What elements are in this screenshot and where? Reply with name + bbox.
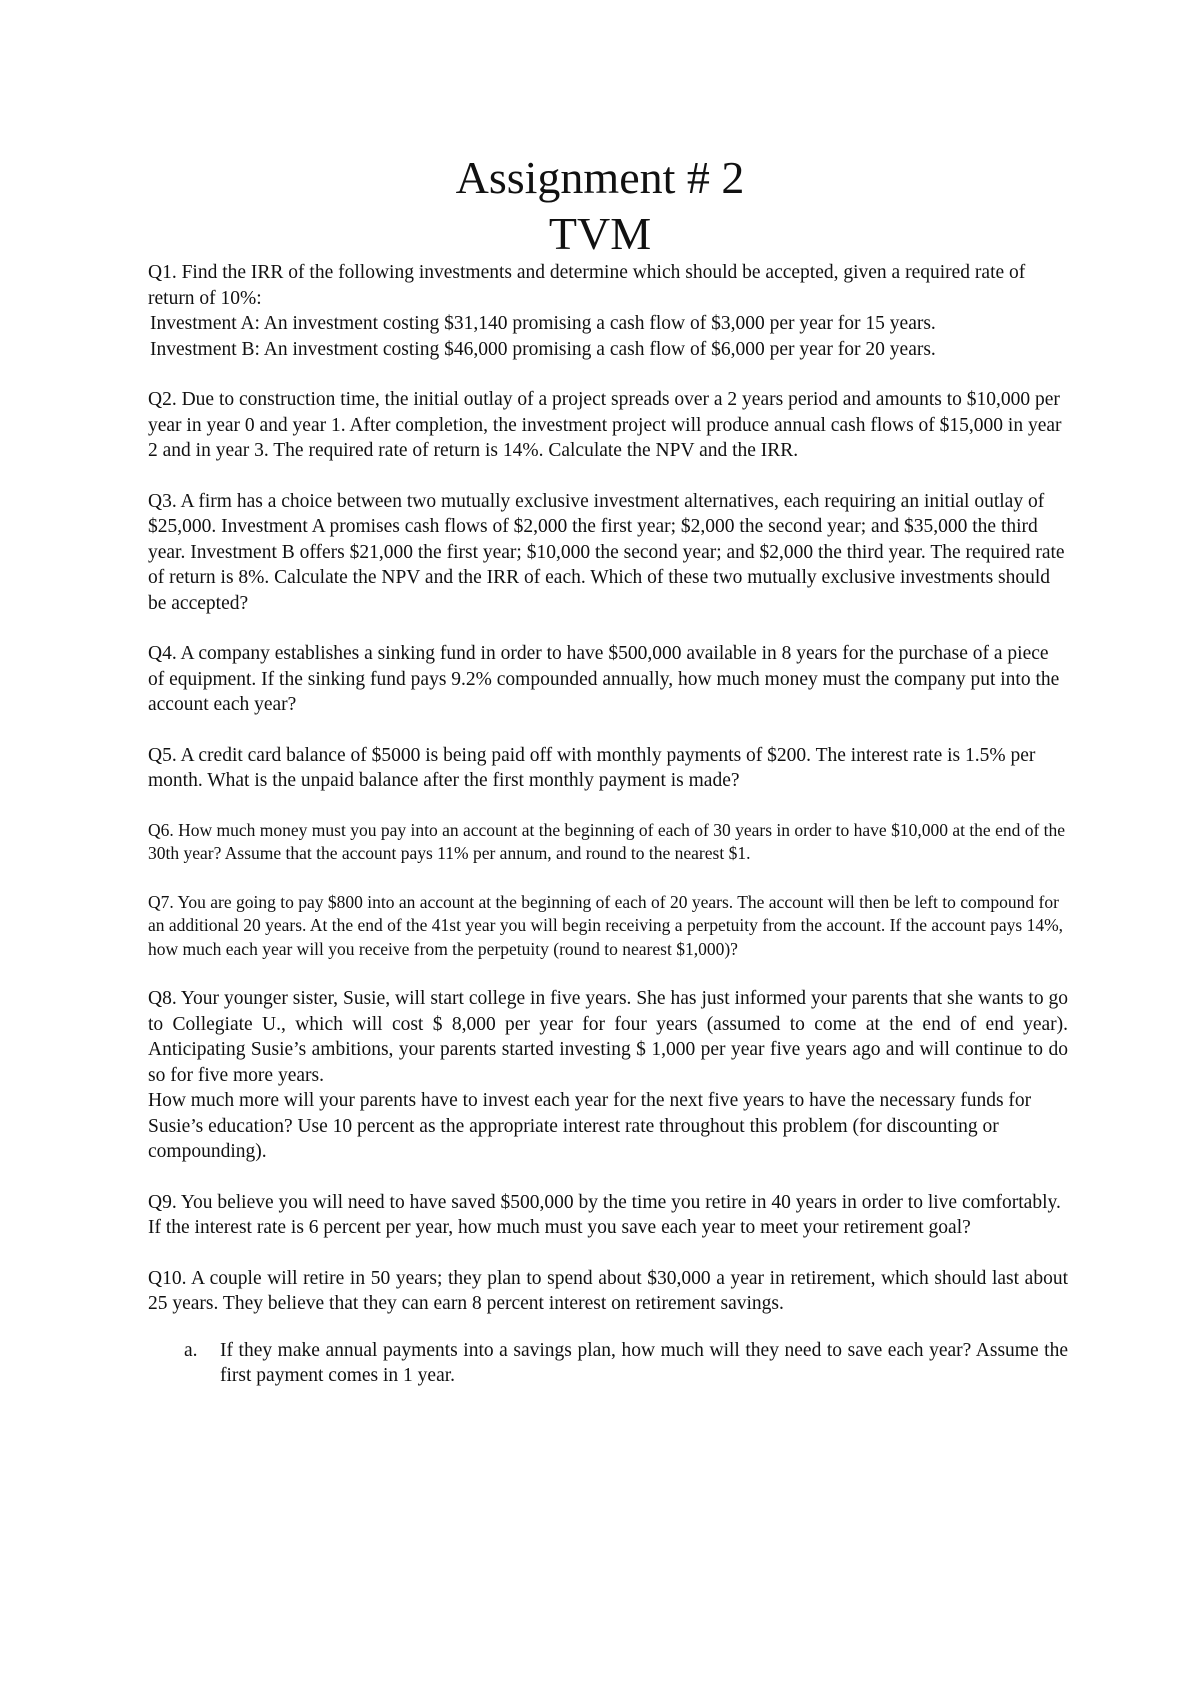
question-3: Q3. A firm has a choice between two mutually exclusive investment alternatives, each requiring an initial outlay of $25,000. Investment A promises cash flows of $2,000 the first year; $2,000 the second year; and $35,000 the third year. Investment B offers $21,000 the first year; $10,000 the second year; and $2,000 the third year. The required rate of return is 8%. Calculate the NPV and the IRR of each. Which of these two mutually exclusive investments should be accepted? — [148, 490, 1065, 614]
question-10-text: Q10. A couple will retire in 50 years; they plan to spend about $30,000 a year in retirement, which should last about 25 years. They believe that they can earn 8 percent interest on retirement savings. — [148, 1267, 1068, 1314]
question-8-paragraph-2: How much more will your parents have to invest each year for the next five years to have the necessary funds for Susie’s education? Use 10 percent as the appropriate interest rate throughout this problem (for discounting or compounding). — [148, 1090, 1032, 1162]
question-5: Q5. A credit card balance of $5000 is being paid off with monthly payments of $200. The interest rate is 1.5% per month. What is the unpaid balance after the first monthly payment is made? — [148, 744, 1036, 791]
question-10-list — [148, 1338, 1068, 1389]
question-10-item-a — [148, 1338, 1068, 1389]
question-8 — [148, 986, 1068, 1165]
questions-body — [148, 260, 1068, 1389]
page-subtitle: TVM — [548, 208, 652, 259]
question-1-investment-a: Investment A: An investment costing $31,140 promising a cash flow of $3,000 per year for 15 years. — [150, 313, 936, 334]
question-10 — [148, 1266, 1068, 1389]
question-8-paragraph-1: Q8. Your younger sister, Susie, will start college in five years. She has just informed your parents that she wants to go to Collegiate U., which will cost $ 8,000 per year for four years (assumed to come at the end of end year). Anticipating Susie’s ambitions, your parents started investing $ 1,000 per year five years ago and will continue to do so for five more years. — [148, 988, 1068, 1086]
question-1 — [148, 260, 1068, 362]
page-title: Assignment # 2 — [455, 152, 745, 203]
question-1-investment-b: Investment B: An investment costing $46,000 promising a cash flow of $6,000 per year for 20 years. — [150, 338, 936, 360]
question-9: Q9. You believe you will need to have saved $500,000 by the time you retire in 40 years in order to live comfortably. If the interest rate is 6 percent per year, how much must you save each year to meet your retirement goal? — [148, 1191, 1061, 1238]
question-2: Q2. Due to construction time, the initial outlay of a project spreads over a 2 years period and amounts to $10,000 per year in year 0 and year 1. After completion, the investment project will produce annual cash flows of $15,000 in year 2 and in year 3. The required rate of return is 14%. Calculate the NPV and the IRR. — [148, 389, 1062, 461]
question-4: Q4. A company establishes a sinking fund in order to have $500,000 available in 8 years for the purchase of a piece of equipment. If the sinking fund pays 9.2% compounded annually, how much money must the company put into the account each year? — [148, 643, 1060, 715]
question-10-item-a-text: If they make annual payments into a savings plan, how much will they need to save each year? Assume the first payment comes in 1 year. — [220, 1339, 1068, 1386]
question-6: Q6. How much money must you pay into an account at the beginning of each of 30 years in order to have $10,000 at the end of the 30th year? Assume that the account pays 11% per annum, and round to the nearest $1. — [148, 819, 1066, 863]
question-7: Q7. You are going to pay $800 into an account at the beginning of each of 20 years. The account will then be left to compound for an additional 20 years. At the end of the 41st year you will begin receiving a perpetuity from the account. If the account pays 14%, how much each year will you receive from the perpetuity (round to nearest $1,000)? — [148, 891, 1064, 959]
question-1-text: Q1. Find the IRR of the following investments and determine which should be accepted, given a required rate of return of 10%: — [148, 262, 1026, 309]
list-marker: a. — [184, 1339, 198, 1361]
